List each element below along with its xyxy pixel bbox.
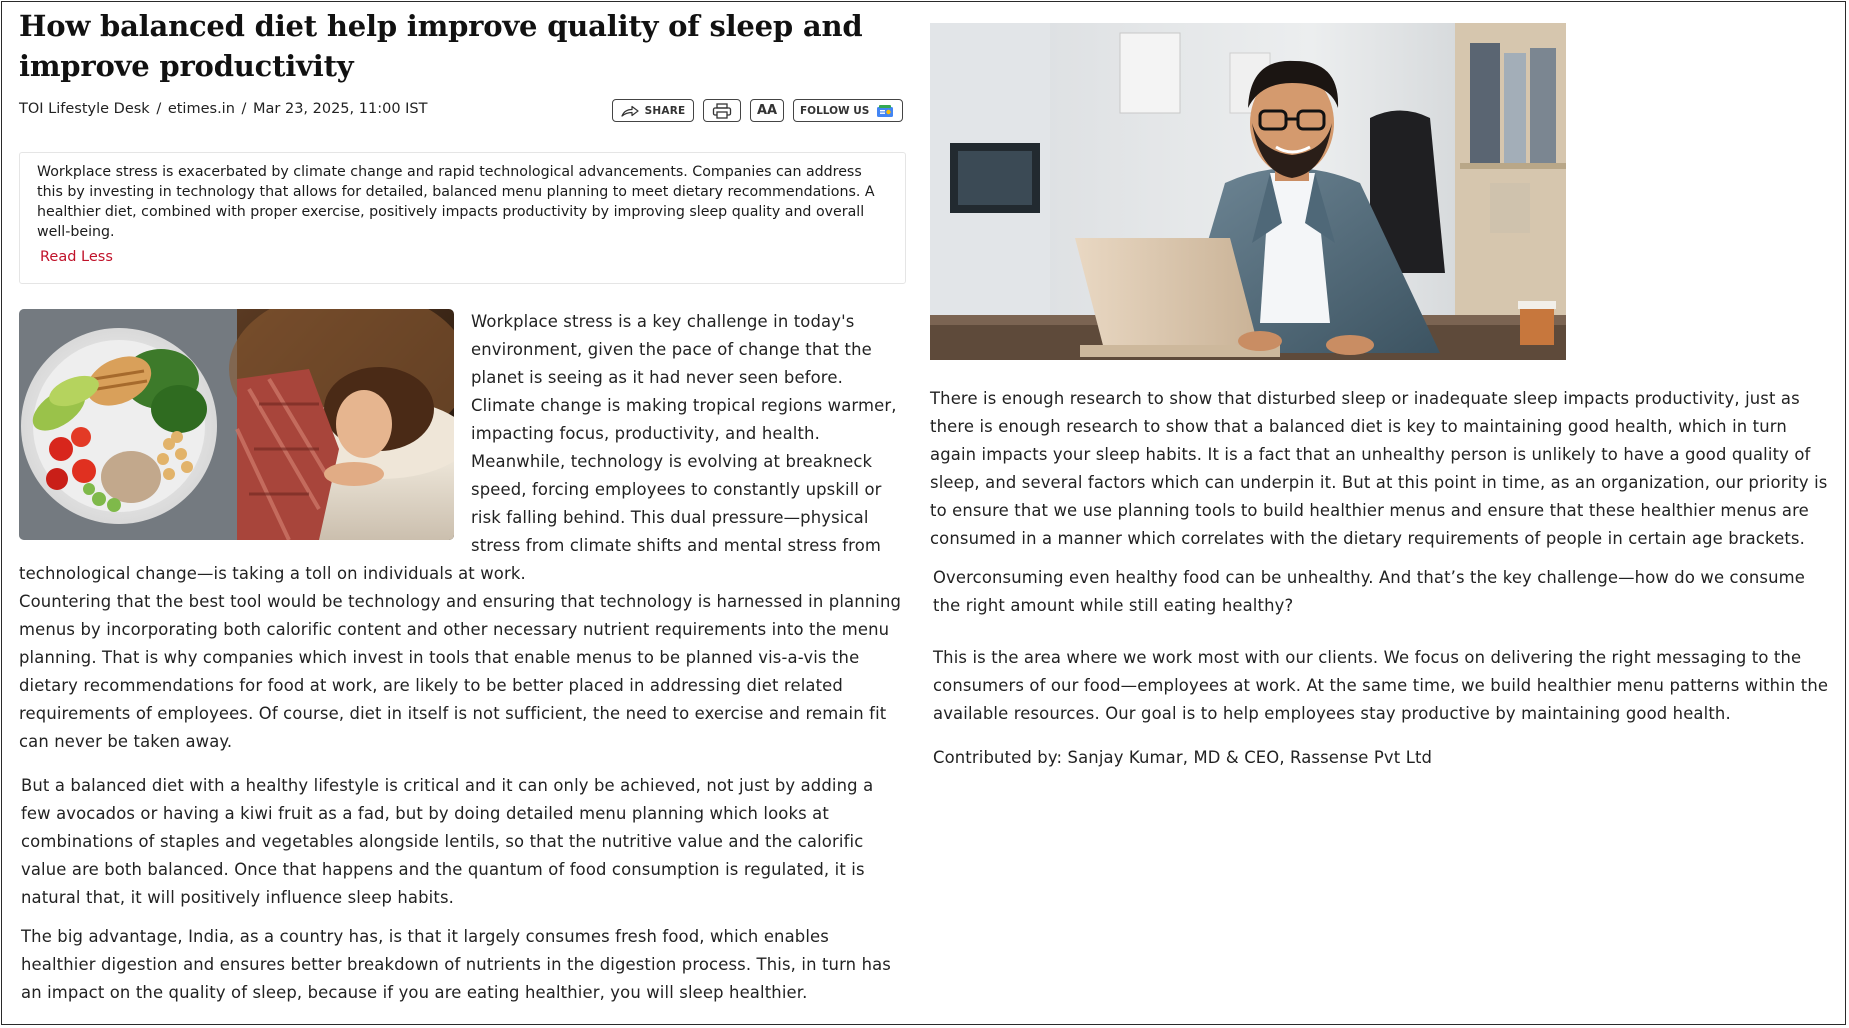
byline-author[interactable]: TOI Lifestyle Desk — [19, 101, 150, 117]
article-paragraph: But a balanced diet with a healthy lifestyle is critical and it can only be achieved, not just by adding a few avocados or having a kiwi fruit as a fad, but by doing detailed menu planning which looks at combinations of staples and vegetables alongside lentils, so that the nutritive value and the calorific value are both balanced. Once that happens and the quantum of food consumption is regulated, it is natural that, it will positively influence sleep habits. — [21, 776, 874, 907]
article-paragraph: There is enough research to show that disturbed sleep or inadequate sleep impacts productivity, just as there is enough research to show that a balanced diet is key to maintaining good health, which in turn again impacts your sleep habits. It is a fact that an unhealthy person is unlikely to have a good quality of sleep, and several factors which can underpin it. But at this point in time, as an organization, our priority is to ensure that we use planning tools to build healthier menus and ensure that these healthier menus are consumed in a manner which correlates with the dietary requirements of people in certain age brackets. — [930, 389, 1828, 548]
contributor-credit: Contributed by: Sanjay Kumar, MD & CEO, Rassense Pvt Ltd — [933, 748, 1433, 767]
article-body-left-lower — [21, 772, 906, 1018]
article-hero-image — [930, 23, 1566, 360]
summary-box — [19, 152, 906, 284]
read-less-link[interactable]: Read Less — [40, 249, 113, 265]
article-paragraph: Workplace stress is a key challenge in today's environment, given the pace of change that the planet is seeing as it had never seen before. Climate change is making tropical regions warmer, impacting focus, productivity, and health. Meanwhile, technology is evolving at breakneck speed, forcing employees to constantly upskill or risk falling behind. This dual pressure—physical stress from climate shifts and mental stress from technological change—is taking a toll on individuals at work. — [19, 312, 897, 583]
article-paragraph: Overconsuming even healthy food can be unhealthy. And that’s the key challenge—how do we consume the right amount while still eating healthy? — [933, 568, 1805, 615]
font-size-button[interactable]: AA — [750, 99, 784, 122]
follow-us-button[interactable] — [793, 99, 903, 122]
page-title: How balanced diet help improve quality of sleep and improve productivity — [19, 9, 863, 83]
byline — [19, 101, 428, 117]
article-paragraph: The big advantage, India, as a country has, is that it largely consumes fresh food, which enables healthier digestion and ensures better breakdown of nutrients in the digestion process. This, in turn has an impact on the quality of sleep, because if you are eating healthier, you will sleep healthier. — [21, 927, 891, 1002]
article-body-left — [19, 308, 906, 756]
share-button[interactable] — [612, 99, 694, 122]
article-paragraph: Countering that the best tool would be technology and ensuring that technology is harnessed in planning menus by incorporating both calorific content and other necessary nutrient requirements into the menu planning. That is why companies which invest in tools that enable menus to be planned vis-a-vis the dietary recommendations for food at work, are likely to be better placed in addressing diet related requirements of employees. Of course, diet in itself is not sufficient, the need to exercise and remain fit can never be taken away. — [19, 592, 902, 751]
google-news-icon — [876, 104, 894, 118]
article-inline-image — [19, 309, 454, 540]
byline-separator: / — [156, 101, 162, 117]
byline-date: Mar 23, 2025, 11:00 IST — [253, 101, 428, 117]
article-page — [1, 1, 1846, 1025]
printer-icon — [712, 103, 732, 119]
byline-source[interactable]: etimes.in — [167, 101, 235, 117]
follow-label: FOLLOW US — [800, 104, 870, 117]
summary-text: Workplace stress is exacerbated by climate change and rapid technological advancements. Companies can address this by investing in technology that allows for detailed, balanced menu planning to meet dietary recommendations. A healthier diet, combined with proper exercise, positively impacts productivity by improving sleep quality and overall well-being. — [37, 164, 875, 240]
businessman-laptop-photo — [930, 23, 1566, 360]
byline-separator: / — [241, 101, 247, 117]
article-toolbar — [612, 99, 903, 124]
share-arrow-icon — [621, 105, 639, 117]
print-button[interactable] — [703, 99, 741, 122]
salad-sleep-illustration — [19, 309, 454, 540]
article-paragraph: This is the area where we work most with our clients. We focus on delivering the right messaging to the consumers of our food—employees at work. At the same time, we build healthier menu patterns within the available resources. Our goal is to help employees stay productive by maintaining good health. — [933, 648, 1829, 723]
article-body-right — [930, 385, 1830, 772]
share-label: SHARE — [644, 104, 686, 117]
